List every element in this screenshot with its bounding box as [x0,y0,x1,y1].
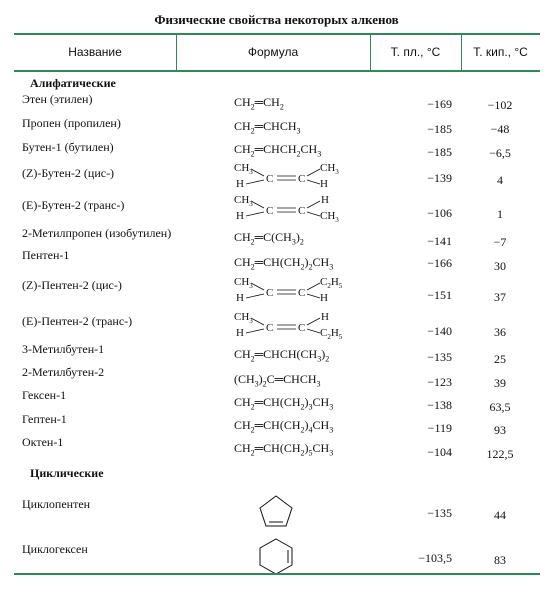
row-name: Циклопентен [22,497,91,511]
row-name: Октен-1 [22,435,64,449]
row-boiling-point: 37 [494,290,506,304]
svg-text:H: H [320,178,328,190]
row-melting-point: −151 [427,288,452,302]
row-melting-point: −135 [427,350,452,364]
row-boiling-point: −7 [493,235,507,249]
row-name: 2-Метилпропен (изобутилен) [22,226,172,240]
cis-pentene-structure [232,274,352,306]
row-formula: $CH_2═CHCH_2CH_3$ [234,142,322,159]
header-rule [14,70,540,72]
row-melting-point: −185 [427,145,452,159]
svg-text:H: H [236,292,244,304]
row-formula: $CH_2═C(CH_3)_2$ [234,230,304,247]
table-title: Физические свойства некоторых алкенов [154,12,399,27]
row-boiling-point: −6,5 [489,146,511,160]
svg-text:C: C [298,205,306,217]
row-formula: $CH_2═CH(CH_2)_2CH_3$ [234,255,334,272]
svg-text:C: C [266,287,274,299]
trans-butene-structure [232,192,342,224]
header-melting-point: Т. пл., °C [390,45,441,59]
row-formula: $CH_2═CHCH_3$ [234,119,301,136]
row-boiling-point: −102 [487,98,513,112]
row-boiling-point: 39 [494,376,506,390]
row-name: Этен (этилен) [22,92,93,106]
row-name: Пропен (пропилен) [22,116,121,130]
row-boiling-point: 4 [497,173,503,187]
svg-text:C: C [298,287,306,299]
svg-text:C: C [266,173,274,185]
row-melting-point: −119 [427,421,452,435]
svg-text:C: C [298,173,306,185]
row-boiling-point: 36 [494,325,506,339]
section-aliphatic: Алифатические [30,76,116,90]
svg-text:CH3: $CH_3$ [320,162,339,176]
row-boiling-point: 1 [497,207,503,221]
row-name: Пентен-1 [22,248,70,262]
header-formula: Формула [247,45,299,59]
section-cyclic: Циклические [30,466,104,480]
svg-text:H: H [236,178,244,190]
svg-text:CH3: $CH_3$ [234,311,253,325]
row-formula: $CH_2═CHCH(CH_3)_2$ [234,347,330,364]
svg-text:H: H [320,292,328,304]
row-formula: $CH_2═CH(CH_2)_4CH_3$ [234,418,334,435]
row-formula: $CH_2═CH_2$ [234,95,284,112]
row-name: (E)-Пентен-2 (транс-) [22,314,133,328]
row-melting-point: −135 [427,506,452,520]
row-boiling-point: 83 [494,553,506,567]
row-name: (Z)-Пентен-2 (цис-) [22,278,122,292]
svg-text:CH3: $CH_3$ [320,210,339,224]
svg-text:CH3: $CH_3$ [234,194,253,208]
row-formula: $(CH_3)_2C═CHCH_3$ [234,372,321,389]
svg-text:H: H [236,327,244,339]
row-melting-point: −166 [427,256,452,270]
cis-butene-structure [232,160,342,192]
row-melting-point: −140 [427,324,452,338]
row-melting-point: −103,5 [418,551,452,565]
cyclopentene-structure [254,492,298,532]
svg-text:C2H5: $C_2H_5$ [320,276,343,290]
row-boiling-point: 93 [494,423,506,437]
row-name: 2-Метилбутен-2 [22,365,105,379]
row-boiling-point: 63,5 [489,400,511,414]
svg-text:C2H5: $C_2H_5$ [320,327,343,341]
svg-text:CH3: $CH_3$ [234,276,253,290]
row-formula: $CH_2═CH(CH_2)_3CH_3$ [234,395,334,412]
row-boiling-point: 25 [494,352,506,366]
row-name: 3-Метилбутен-1 [22,342,105,356]
row-melting-point: −104 [427,445,452,459]
row-melting-point: −138 [427,398,452,412]
bottom-rule [14,573,540,575]
row-name: Гексен-1 [22,388,67,402]
svg-text:C: C [298,322,306,334]
row-melting-point: −139 [427,171,452,185]
row-melting-point: −169 [427,97,452,111]
row-name: (Z)-Бутен-2 (цис-) [22,166,115,180]
row-boiling-point: 44 [494,508,506,522]
header-name: Название [68,45,122,59]
header-boiling-point: Т. кип., °C [473,45,528,59]
row-melting-point: −106 [427,206,452,220]
row-boiling-point: 30 [494,259,506,273]
row-boiling-point: −48 [490,122,510,136]
svg-text:CH3: $CH_3$ [234,162,253,176]
row-melting-point: −123 [427,375,452,389]
row-name: Циклогексен [22,542,88,556]
svg-text:H: H [236,210,244,222]
row-melting-point: −141 [427,234,452,248]
svg-text:H: H [321,194,329,206]
row-name: (E)-Бутен-2 (транс-) [22,198,125,212]
svg-text:C: C [266,205,274,217]
row-melting-point: −185 [427,122,452,136]
row-name: Гептен-1 [22,412,67,426]
svg-text:C: C [266,322,274,334]
svg-text:H: H [321,311,329,323]
row-boiling-point: 122,5 [486,447,514,461]
row-name: Бутен-1 (бутилен) [22,140,114,154]
row-formula: $CH_2═CH(CH_2)_5CH_3$ [234,441,334,458]
cyclohexene-structure [254,536,298,576]
trans-pentene-structure [232,309,352,341]
